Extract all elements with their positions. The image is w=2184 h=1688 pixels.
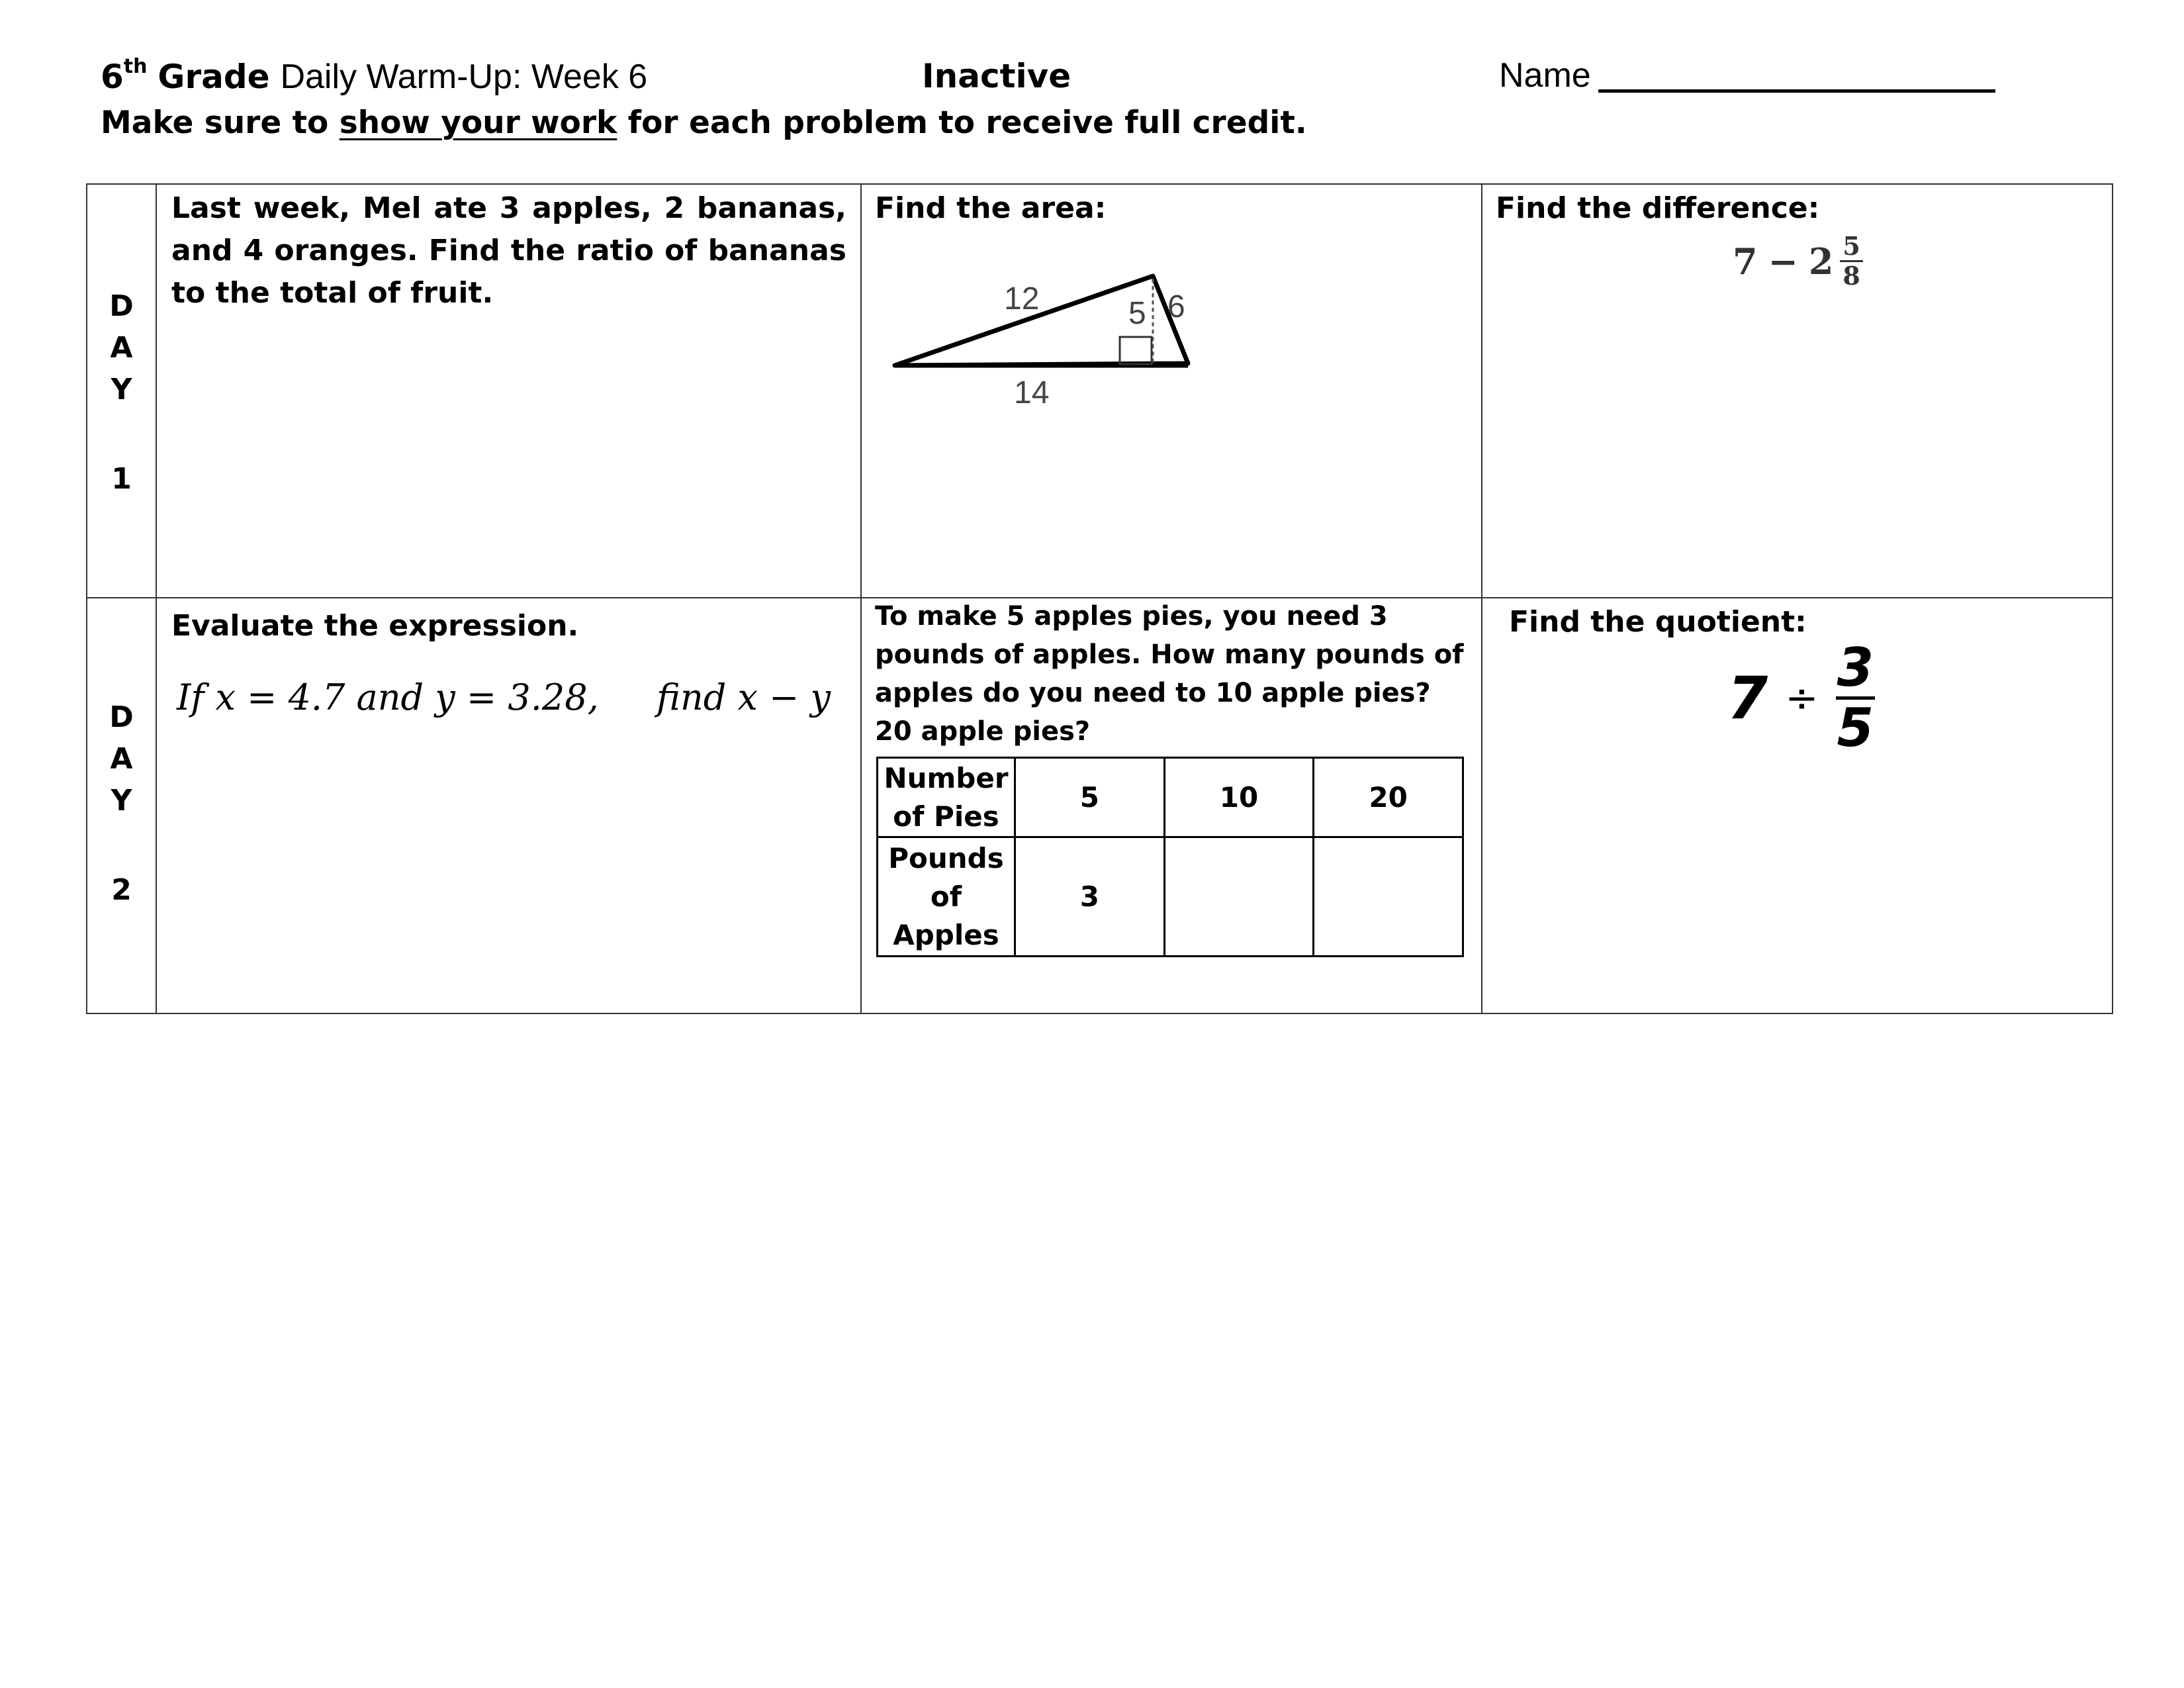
label-side-6: 6 [1167, 289, 1185, 324]
quotient-fraction: $\frac{3}{5}$ [1837, 637, 1874, 759]
instructions-emphasis: show your work [339, 105, 617, 141]
day-1-problem-difference[interactable] [1482, 184, 2113, 598]
instructions: Make sure to show your work for each problem to receive full credit. [101, 105, 1307, 141]
day-1-problem-ratio[interactable] [156, 184, 861, 598]
difference-problem-title: Find the difference: [1496, 191, 1820, 225]
warmup-grid [86, 183, 2113, 1014]
name-label: Name [1499, 56, 1591, 95]
evaluate-given: If x = 4.7 and y = 3.28, [177, 677, 599, 718]
pies-problem-text: To make 5 apples pies, you need 3 pounds of apples. How many pounds of apples do you need to 10 apple pies? 20 apple pies? [875, 601, 1464, 747]
difference-fraction: 5 8 [1840, 232, 1862, 290]
pies-row-header: Number of Pies [878, 758, 1015, 837]
quotient-expression: 7 ÷ $\frac{3}{5}$ [1727, 637, 1874, 759]
apples-cell: 3 [1015, 837, 1165, 957]
pies-cell: 5 [1015, 758, 1165, 837]
day-2-label: D A Y 2 [109, 700, 134, 907]
title-text: Daily Warm-Up: Week 6 [280, 58, 648, 96]
status-label: Inactive [922, 57, 1071, 95]
right-angle-marker [1120, 337, 1152, 364]
area-problem-title: Find the area: [875, 191, 1107, 225]
label-height-5: 5 [1128, 296, 1146, 331]
day-2-problem-evaluate[interactable] [156, 598, 861, 1013]
day-2-problem-quotient[interactable] [1482, 598, 2113, 1013]
name-field[interactable] [1598, 53, 1995, 93]
apples-cell-blank[interactable] [1164, 837, 1314, 957]
day-2-label-cell [87, 598, 156, 1013]
grade-number: 6 [101, 58, 124, 96]
evaluate-problem-title: Evaluate the expression. [171, 609, 579, 643]
label-side-12: 12 [1004, 281, 1040, 316]
quotient-problem-title: Find the quotient: [1509, 605, 1807, 639]
pies-ratio-table [876, 757, 1464, 957]
day-1-problem-area[interactable] [861, 184, 1482, 598]
grade-suffix: th [123, 55, 148, 78]
ratio-problem-text: Last week, Mel ate 3 apples, 2 bananas, and 4 oranges. Find the ratio of bananas to the total of fruit. [171, 191, 846, 310]
day-1-label-cell [87, 184, 156, 598]
apples-row-header: Pounds of Apples [878, 837, 1015, 957]
evaluate-task: find x − y [657, 677, 831, 718]
pies-cell: 10 [1164, 758, 1314, 837]
difference-expression: 7 − 2 5 8 [1733, 232, 1863, 290]
day-1-label: D A Y 1 [109, 289, 134, 496]
grade-word: Grade [158, 58, 270, 96]
pies-cell: 20 [1314, 758, 1463, 837]
worksheet-title [101, 55, 648, 96]
triangle-figure [882, 224, 1239, 443]
day-2-problem-pies[interactable] [861, 598, 1482, 1013]
label-base-14: 14 [1014, 375, 1050, 410]
apples-cell-blank[interactable] [1314, 837, 1463, 957]
